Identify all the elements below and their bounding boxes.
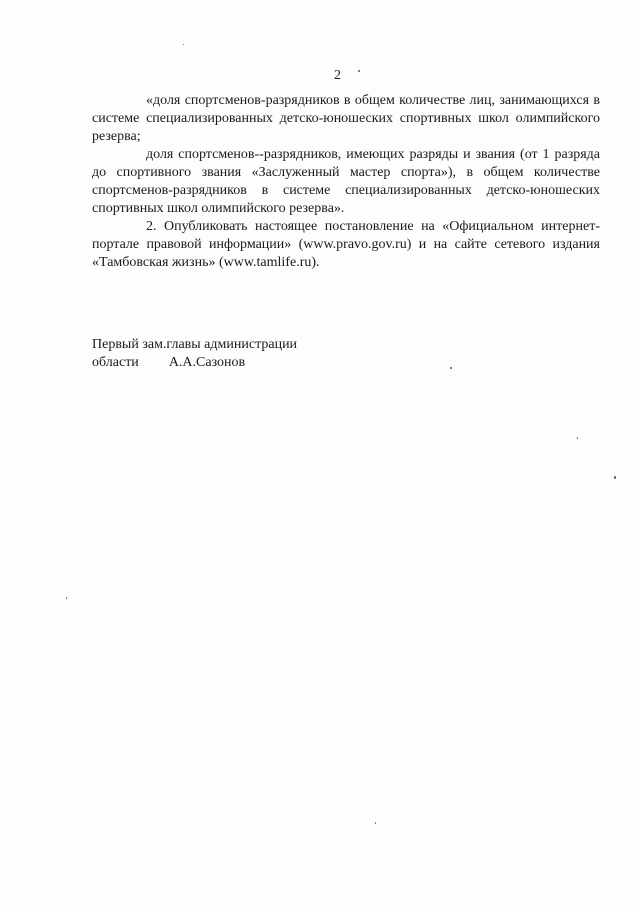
paragraph-indicator-1: «доля спортсменов-разрядников в общем количестве лиц, занимающихся в системе специализированных детско-юношеских спортивных школ олимпийского резерва; — [92, 93, 600, 144]
page-number: 2 — [334, 68, 341, 83]
scan-speck — [614, 476, 616, 479]
paragraph-indicator-2: доля спортсменов--разрядников, имеющих разряды и звания (от 1 разряда до спортивного звания «Заслуженный мастер спорта»), в общем количестве спортсменов-разрядников в системе специализированных детско-юношеских спортивных школ олимпийского резерва». — [92, 147, 600, 216]
scan-speck — [358, 70, 360, 72]
signatory-name: А.А.Сазонов — [168, 355, 246, 370]
scan-speck — [66, 597, 67, 599]
signature-block — [92, 336, 297, 372]
signatory-region: области — [92, 355, 139, 370]
document-body — [92, 92, 600, 272]
scan-speck — [577, 437, 578, 439]
scan-speck — [183, 44, 184, 45]
signatory-position: Первый зам.главы администрации — [92, 337, 298, 352]
scan-speck — [375, 822, 376, 824]
paragraph-publication: 2. Опубликовать настоящее постановление на «Официальном интернет-портале правовой информации» (www.pravo.gov.ru) и на сайте сетевого издания «Тамбовская жизнь» (www.tamlife.ru). — [92, 219, 600, 270]
signatory-position-line2 — [92, 354, 297, 372]
scan-speck — [450, 367, 452, 369]
